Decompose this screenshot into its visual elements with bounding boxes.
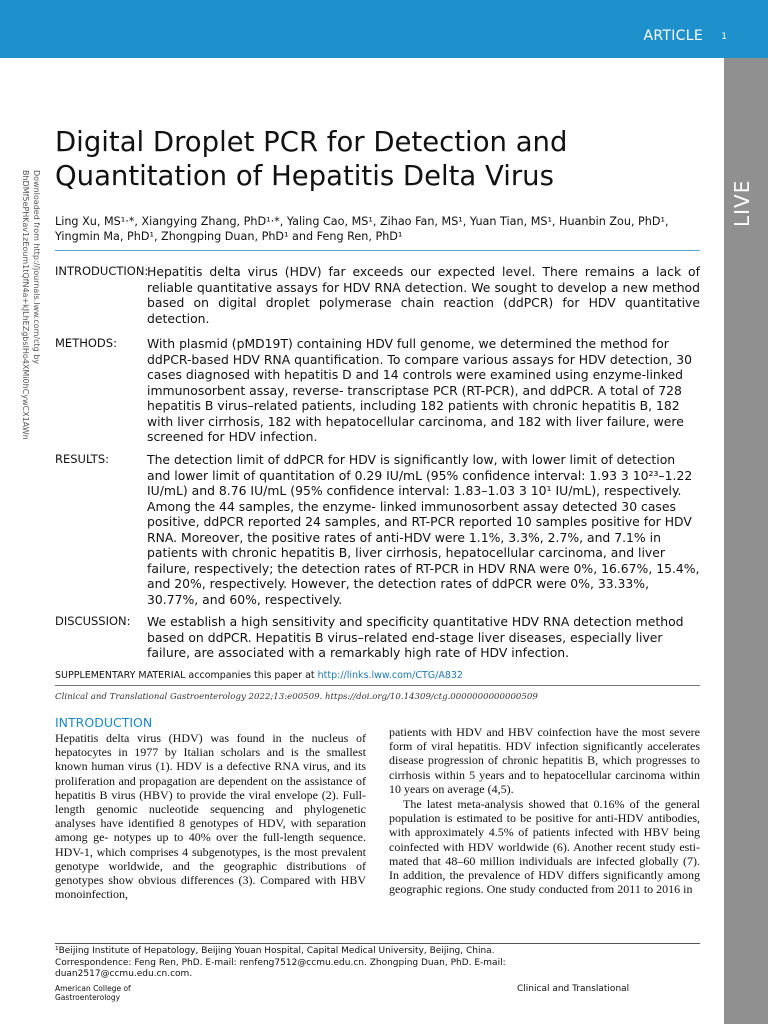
abstract-text: With plasmid (pMD19T) containing HDV full genome, we determined the method for ddPCR-based HDV RNA quantification. To compare various assays for HDV detection, 30 cases diagnosed with hepatitis D and 14 controls were examined using enzyme-linked immunosorbent assay, reverse- transcriptase PCR (RT-PCR), and ddPCR. A total of 728 hepatitis B virus–related patients, including 182 patients with chronic hepatitis B, 182 with liver cirrhosis, 182 with hepatocellular carcinoma, and 182 with liver failure, were screened for HDV infection.	[147, 336, 692, 444]
abstract-label: DISCUSSION:	[55, 614, 131, 628]
author-line-2: Yingmin Ma, PhD¹, Zhongping Duan, PhD¹ and Feng Ren, PhD¹	[55, 230, 403, 243]
abstract-text: The detection limit of ddPCR for HDV is significantly low, with lower limit of detection and lower limit of quantitation of 0.29 IU/mL (95% confidence interval: 1.93 3 10²³–1.22 IU/mL) and 8.76 IU/mL (95% confidence interval: 1.83–1.03 3 10¹ IU/mL), respectively. Among the 44 samples, the enzyme- linked immunosorbent assay detected 30 cases positive, ddPCR reported 24 samples, and RT-PCR reported 10 samples positive for HDV RNA. Moreover, the positive rates of anti-HDV were 1.1%, 3.3%, 2.7%, and 7.1% in patients with chronic hepatitis B, liver cirrhosis, hepatocellular carcinoma, and liver failure, respectively; the detection rates of RT-PCR in HDV RNA were 0%, 16.67%, 15.4%, and 20%, respectively. However, the detection rates of ddPCR were 0%, 33.33%, 30.77%, and 60%, respectively.	[147, 452, 700, 607]
supplementary-note	[55, 670, 463, 681]
download-note: Downloaded from http://journals.lww.com/ctg by BhDMf5ePHKav1zEoum1tQfN4a+kJLhEZgbsIHo4XMi0hCywCX1AWn	[21, 170, 41, 440]
author-list	[55, 214, 705, 244]
section-label: ARTICLE	[643, 28, 703, 44]
footnote-divider	[55, 943, 700, 944]
correspondence-email: duan2517@ccmu.edu.cn.com.	[55, 969, 193, 979]
citation-divider	[55, 685, 700, 686]
footnote	[55, 946, 575, 981]
abstract-label: RESULTS:	[55, 452, 109, 466]
sidebar-strip	[724, 58, 768, 1024]
page-number: 1	[721, 32, 727, 42]
correspondence-note: Correspondence: Feng Ren, PhD. E-mail: renfeng7512@ccmu.edu.cn. Zhongping Duan, PhD. E-mail:	[55, 957, 506, 968]
abstract-text: We establish a high sensitivity and specificity quantitative HDV RNA detection method based on ddPCR. Hepatitis B virus–related end-stage liver diseases, especially liver failure, are associated with a remarkably high rate of HDV infection.	[147, 614, 684, 660]
body-paragraph: Hepatitis delta virus (HDV) was found in the nucleus of hepatocytes in 1977 by Italian scholars and is the smallest known human virus (1). HDV is a defective RNA virus, and its proliferation and propagation are dependent on the assistance of hepatitis B virus (HBV) to provide the viral envelope (2). Full-length genomic nucleotide sequencing and phylogenetic analyses have identified 8 genotypes of HDV, with separation among ge- notypes up to 40% over the full-length sequence. HDV-1, which comprises 4 subgenotypes, is the most prevalent genotype worldwide, and the geographic distributions of genotypes show obvious differences (3). Compared with HBV monoinfection,	[55, 731, 366, 902]
abstract-divider	[55, 250, 700, 251]
footer-right: Clinical and Translational	[517, 984, 630, 994]
body-column-left	[55, 731, 366, 901]
abstract-label: METHODS:	[55, 336, 117, 350]
article-title: Digital Droplet PCR for Detection and Quantitation of Hepatitis Delta Virus	[55, 126, 568, 192]
supplementary-text: SUPPLEMENTARY MATERIAL accompanies this paper at	[55, 670, 318, 681]
citation-line: Clinical and Translational Gastroenterology 2022;13:e00509. https://doi.org/10.14309/ctg.0000000000000509	[55, 692, 538, 702]
abstract-label: INTRODUCTION:	[55, 264, 149, 278]
supplementary-link[interactable]: http://links.lww.com/CTG/A832	[317, 670, 463, 681]
body-column-right	[389, 725, 700, 896]
footer-left: American College of Gastroenterology	[55, 984, 131, 1002]
body-paragraph: The latest meta-analysis showed that 0.16% of the general population is estimated to be positive for anti-HDV antibodies, with approximately 4.5% of patients infected with HBV being coinfected with HDV worldwide (6). Another recent study esti- mated that 48–60 million individuals are infected globally (7). In addition, the prevalence of HDV differs significantly among geographic regions. One study conducted from 2011 to 2016 in	[389, 797, 700, 897]
abstract-text: Hepatitis delta virus (HDV) far exceeds our expected level. There remains a lack of reliable quantitative assays for HDV RNA detection. We sought to develop a new method based on digital droplet polymerase chain reaction (ddPCR) for HDV quantitative detection.	[147, 264, 700, 326]
author-line-1: Ling Xu, MS¹·*, Xiangying Zhang, PhD¹·*, Yaling Cao, MS¹, Zihao Fan, MS¹, Yuan Tian, MS¹, Huanbin Zou, PhD¹,	[55, 215, 669, 228]
body-paragraph: patients with HDV and HBV coinfection have the most severe form of viral hepatitis. HDV infection significantly accelerates disease progression of chronic hepatitis B, which progresses to cirrhosis within 5 years and to hepatocellular carcinoma within 10 years on average (4,5).	[389, 725, 700, 796]
affiliation-note: ¹Beijing Institute of Hepatology, Beijing Youan Hospital, Capital Medical University, Beijing, China.	[55, 946, 495, 956]
section-heading: INTRODUCTION	[55, 715, 153, 730]
live-label: LIVE	[730, 179, 754, 227]
header-bar	[0, 0, 768, 58]
